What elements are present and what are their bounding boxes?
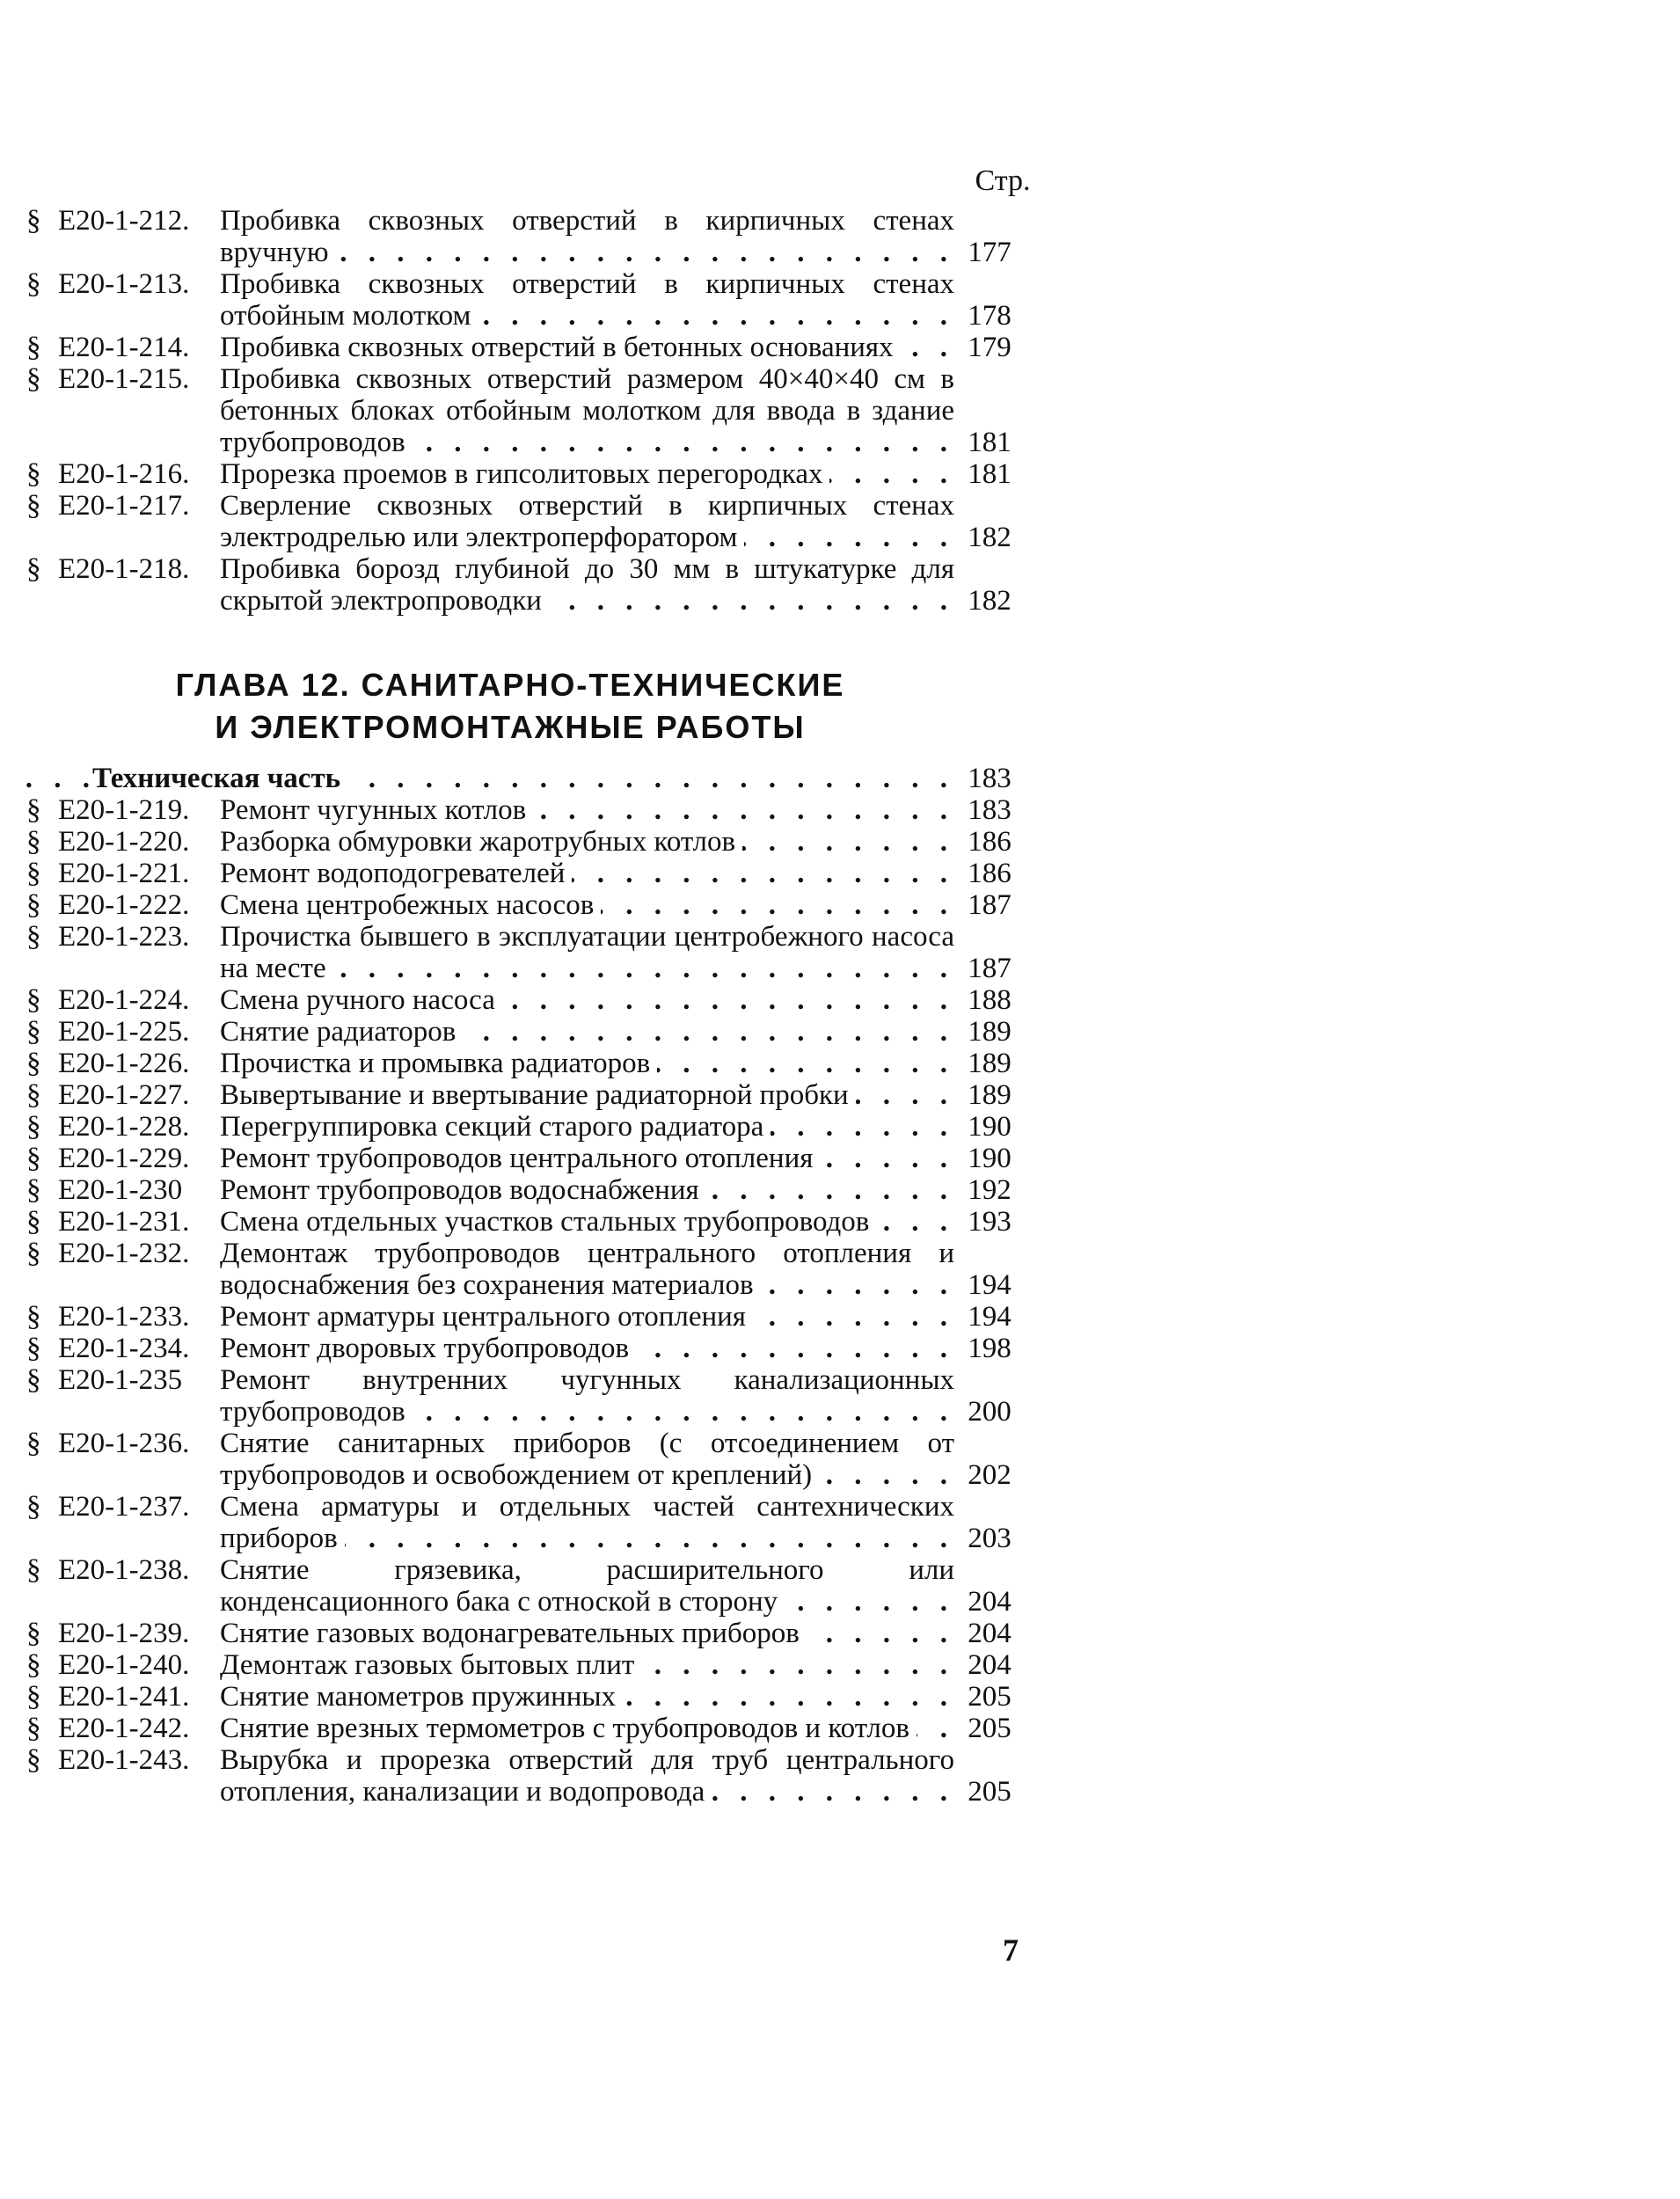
section-sign-icon: § (26, 889, 41, 921)
toc-entry (26, 1333, 1064, 1364)
entry-page: 178 (968, 300, 1012, 332)
entry-title: Пробивка сквозных отверстий в кирпичных стенах отбойным молотком (220, 268, 954, 332)
entry-page: 182 (968, 522, 1012, 553)
entry-title: Снятие радиаторов (220, 1016, 463, 1048)
toc-entry (26, 1111, 1064, 1143)
entry-title: Ремонт водоподогревателей (220, 858, 572, 889)
section-sign-icon: § (26, 1079, 41, 1111)
toc-entry (26, 921, 1064, 984)
chapter-heading-line-1: ГЛАВА 12. САНИТАРНО-ТЕХНИЧЕСКИЕ (175, 667, 845, 703)
toc-entry (26, 1649, 1064, 1681)
section-sign-icon: § (26, 490, 41, 522)
entry-page: 189 (968, 1048, 1012, 1079)
entry-page: 205 (968, 1776, 1012, 1808)
entry-title: Снятие санитарных приборов (с отсоединением от трубопроводов и освобождением от креплений) (220, 1428, 954, 1491)
toc-entry (26, 1618, 1064, 1649)
section-sign-icon: § (26, 1681, 41, 1713)
entry-code: Е20-1-222. (58, 889, 190, 921)
entry-title: Ремонт трубопроводов водоснабжения (220, 1174, 706, 1206)
toc-section-1 (26, 205, 1064, 617)
entry-page: 183 (968, 763, 1012, 794)
entry-code: Е20-1-226. (58, 1048, 190, 1079)
entry-page: 190 (968, 1111, 1012, 1143)
toc-entry (26, 1016, 1064, 1048)
entry-page: 194 (968, 1301, 1012, 1333)
section-sign-icon: § (26, 1301, 41, 1333)
entry-code: Е20-1-229. (58, 1143, 190, 1174)
section-sign-icon: § (26, 553, 41, 585)
chapter-heading-line-2: И ЭЛЕКТРОМОНТАЖНЫЕ РАБОТЫ (215, 709, 806, 745)
entry-code: Е20-1-224. (58, 984, 190, 1016)
entry-code: Е20-1-215. (58, 363, 190, 395)
toc-entry (26, 1143, 1064, 1174)
entry-code: Е20-1-230 (58, 1174, 183, 1206)
entry-code: Е20-1-234. (58, 1333, 190, 1364)
entry-page: 200 (968, 1396, 1012, 1428)
entry-title: Пробивка борозд глубиной до 30 мм в штукатурке для скрытой электропроводки (220, 553, 954, 617)
entry-page: 205 (968, 1681, 1012, 1713)
entry-title: Пробивка сквозных отверстий в кирпичных стенах вручную (220, 205, 954, 268)
entry-code: Е20-1-237. (58, 1491, 190, 1523)
section-sign-icon: § (26, 858, 41, 889)
toc-entry (26, 458, 1064, 490)
entry-page: 189 (968, 1079, 1012, 1111)
entry-page: 187 (968, 953, 1012, 984)
toc-entry (26, 490, 1064, 553)
entry-title: Снятие врезных термометров с трубопроводов и котлов (220, 1713, 917, 1744)
section-sign-icon: § (26, 1428, 41, 1459)
entry-title: Смена ручного насоса (220, 984, 502, 1016)
entry-title: Техническая часть (92, 763, 347, 794)
entry-title: Прорезка проемов в гипсолитовых перегородках (220, 458, 829, 490)
section-sign-icon: § (26, 1333, 41, 1364)
entry-title: Вывертывание и ввертывание радиаторной пробки (220, 1079, 856, 1111)
toc-entry (26, 205, 1064, 268)
entry-page: 186 (968, 858, 1012, 889)
entry-page: 181 (968, 458, 1012, 490)
entry-code: Е20-1-217. (58, 490, 190, 522)
entry-title: Разборка обмуровки жаротрубных котлов (220, 826, 742, 858)
page-column-header: Стр. (975, 164, 1031, 197)
entry-code: Е20-1-236. (58, 1428, 190, 1459)
toc-entry (26, 984, 1064, 1016)
chapter-heading (158, 664, 862, 749)
section-sign-icon: § (26, 984, 41, 1016)
section-sign-icon: § (26, 1048, 41, 1079)
entry-page: 198 (968, 1333, 1012, 1364)
section-sign-icon: § (26, 826, 41, 858)
entry-title: Смена центробежных насосов (220, 889, 601, 921)
entry-title: Сверление сквозных отверстий в кирпичных стенах электродрелью или электроперфоратором (220, 490, 954, 553)
toc-entry (26, 1079, 1064, 1111)
entry-page: 192 (968, 1174, 1012, 1206)
toc-entry (26, 332, 1064, 363)
entry-page: 188 (968, 984, 1012, 1016)
toc-entry (26, 1174, 1064, 1206)
page-number: 7 (1003, 1932, 1019, 1968)
entry-code: Е20-1-216. (58, 458, 190, 490)
entry-title: Ремонт трубопроводов центрального отопления (220, 1143, 820, 1174)
entry-code: Е20-1-212. (58, 205, 190, 237)
section-sign-icon: § (26, 1713, 41, 1744)
entry-title: Пробивка сквозных отверстий размером 40×40×40 см в бетонных блоках отбойным молотком для ввода в здание трубопроводов (220, 363, 954, 458)
entry-code: Е20-1-218. (58, 553, 190, 585)
section-sign-icon: § (26, 458, 41, 490)
toc-entry (26, 889, 1064, 921)
entry-code: Е20-1-242. (58, 1713, 190, 1744)
section-sign-icon: § (26, 794, 41, 826)
section-sign-icon: § (26, 1174, 41, 1206)
entry-code: Е20-1-213. (58, 268, 190, 300)
entry-page: 189 (968, 1016, 1012, 1048)
toc-entry (26, 363, 1064, 458)
entry-page: 182 (968, 585, 1012, 617)
toc-entry-technical-part (26, 763, 1064, 794)
toc-entry (26, 1554, 1064, 1618)
entry-title: Снятие манометров пружинных (220, 1681, 623, 1713)
entry-code: Е20-1-214. (58, 332, 190, 363)
section-sign-icon: § (26, 1554, 41, 1586)
toc-entry (26, 1206, 1064, 1238)
entry-code: Е20-1-221. (58, 858, 190, 889)
entry-code: Е20-1-220. (58, 826, 190, 858)
entry-page: 183 (968, 794, 1012, 826)
entry-page: 203 (968, 1523, 1012, 1554)
toc-entry (26, 858, 1064, 889)
entry-title: Демонтаж газовых бытовых плит (220, 1649, 641, 1681)
toc-entry (26, 1491, 1064, 1554)
entry-code: Е20-1-227. (58, 1079, 190, 1111)
entry-title: Снятие грязевика, расширительного или конденсационного бака с отноской в сторону (220, 1554, 954, 1618)
entry-title: Ремонт арматуры центрального отопления (220, 1301, 753, 1333)
entry-title: Прочистка бывшего в эксплуатации центробежного насоса на месте (220, 921, 954, 984)
entry-title: Смена отдельных участков стальных трубопроводов (220, 1206, 876, 1238)
section-sign-icon: § (26, 1111, 41, 1143)
toc-entry (26, 794, 1064, 826)
section-sign-icon: § (26, 332, 41, 363)
entry-page: 204 (968, 1618, 1012, 1649)
entry-page: 181 (968, 427, 1012, 458)
toc-entry (26, 1301, 1064, 1333)
toc-entry (26, 268, 1064, 332)
entry-code: Е20-1-219. (58, 794, 190, 826)
entry-title: Ремонт внутренних чугунных канализационных трубопроводов (220, 1364, 954, 1428)
toc-entry (26, 553, 1064, 617)
entry-title: Смена арматуры и отдельных частей сантехнических приборов (220, 1491, 954, 1554)
entry-title: Ремонт дворовых трубопроводов (220, 1333, 636, 1364)
entry-title: Ремонт чугунных котлов (220, 794, 533, 826)
section-sign-icon: § (26, 1491, 41, 1523)
toc-entry (26, 1238, 1064, 1301)
entry-code: Е20-1-223. (58, 921, 190, 953)
toc-entry (26, 1681, 1064, 1713)
entry-code: Е20-1-239. (58, 1618, 190, 1649)
entry-title: Демонтаж трубопроводов центрального отопления и водоснабжения без сохранения материалов (220, 1238, 954, 1301)
entry-page: 177 (968, 237, 1012, 268)
section-sign-icon: § (26, 363, 41, 395)
entry-page: 187 (968, 889, 1012, 921)
section-sign-icon: § (26, 1238, 41, 1269)
entry-code: Е20-1-235 (58, 1364, 183, 1396)
entry-code: Е20-1-240. (58, 1649, 190, 1681)
entry-page: 194 (968, 1269, 1012, 1301)
section-sign-icon: § (26, 1649, 41, 1681)
section-sign-icon: § (26, 1206, 41, 1238)
entry-page: 186 (968, 826, 1012, 858)
section-sign-icon: § (26, 1618, 41, 1649)
toc-entry (26, 1048, 1064, 1079)
entry-title: Снятие газовых водонагревательных приборов (220, 1618, 807, 1649)
toc-entry (26, 1713, 1064, 1744)
entry-title: Вырубка и прорезка отверстий для труб центрального отопления, канализации и водопровода (220, 1744, 954, 1808)
entry-page: 202 (968, 1459, 1012, 1491)
entry-code: Е20-1-243. (58, 1744, 190, 1776)
entry-page: 190 (968, 1143, 1012, 1174)
section-sign-icon: § (26, 1143, 41, 1174)
entry-title: Пробивка сквозных отверстий в бетонных основаниях (220, 332, 901, 363)
section-sign-icon: § (26, 268, 41, 300)
section-sign-icon: § (26, 205, 41, 237)
entry-code: Е20-1-231. (58, 1206, 190, 1238)
entry-page: 204 (968, 1586, 1012, 1618)
entry-title: Перегруппировка секций старого радиатора (220, 1111, 771, 1143)
toc-entry (26, 1364, 1064, 1428)
entry-code: Е20-1-232. (58, 1238, 190, 1269)
section-sign-icon: § (26, 1364, 41, 1396)
entry-page: 179 (968, 332, 1012, 363)
section-sign-icon: § (26, 921, 41, 953)
toc-entry (26, 826, 1064, 858)
entry-title: Прочистка и промывка радиаторов (220, 1048, 657, 1079)
entry-code: Е20-1-241. (58, 1681, 190, 1713)
entry-code: Е20-1-225. (58, 1016, 190, 1048)
toc-entry (26, 1428, 1064, 1491)
section-sign-icon: § (26, 1016, 41, 1048)
toc-entry (26, 1744, 1064, 1808)
section-sign-icon: § (26, 1744, 41, 1776)
entry-page: 205 (968, 1713, 1012, 1744)
entry-code: Е20-1-233. (58, 1301, 190, 1333)
entry-page: 193 (968, 1206, 1012, 1238)
entry-page: 204 (968, 1649, 1012, 1681)
toc-section-2 (26, 763, 1064, 1808)
entry-code: Е20-1-238. (58, 1554, 190, 1586)
entry-code: Е20-1-228. (58, 1111, 190, 1143)
